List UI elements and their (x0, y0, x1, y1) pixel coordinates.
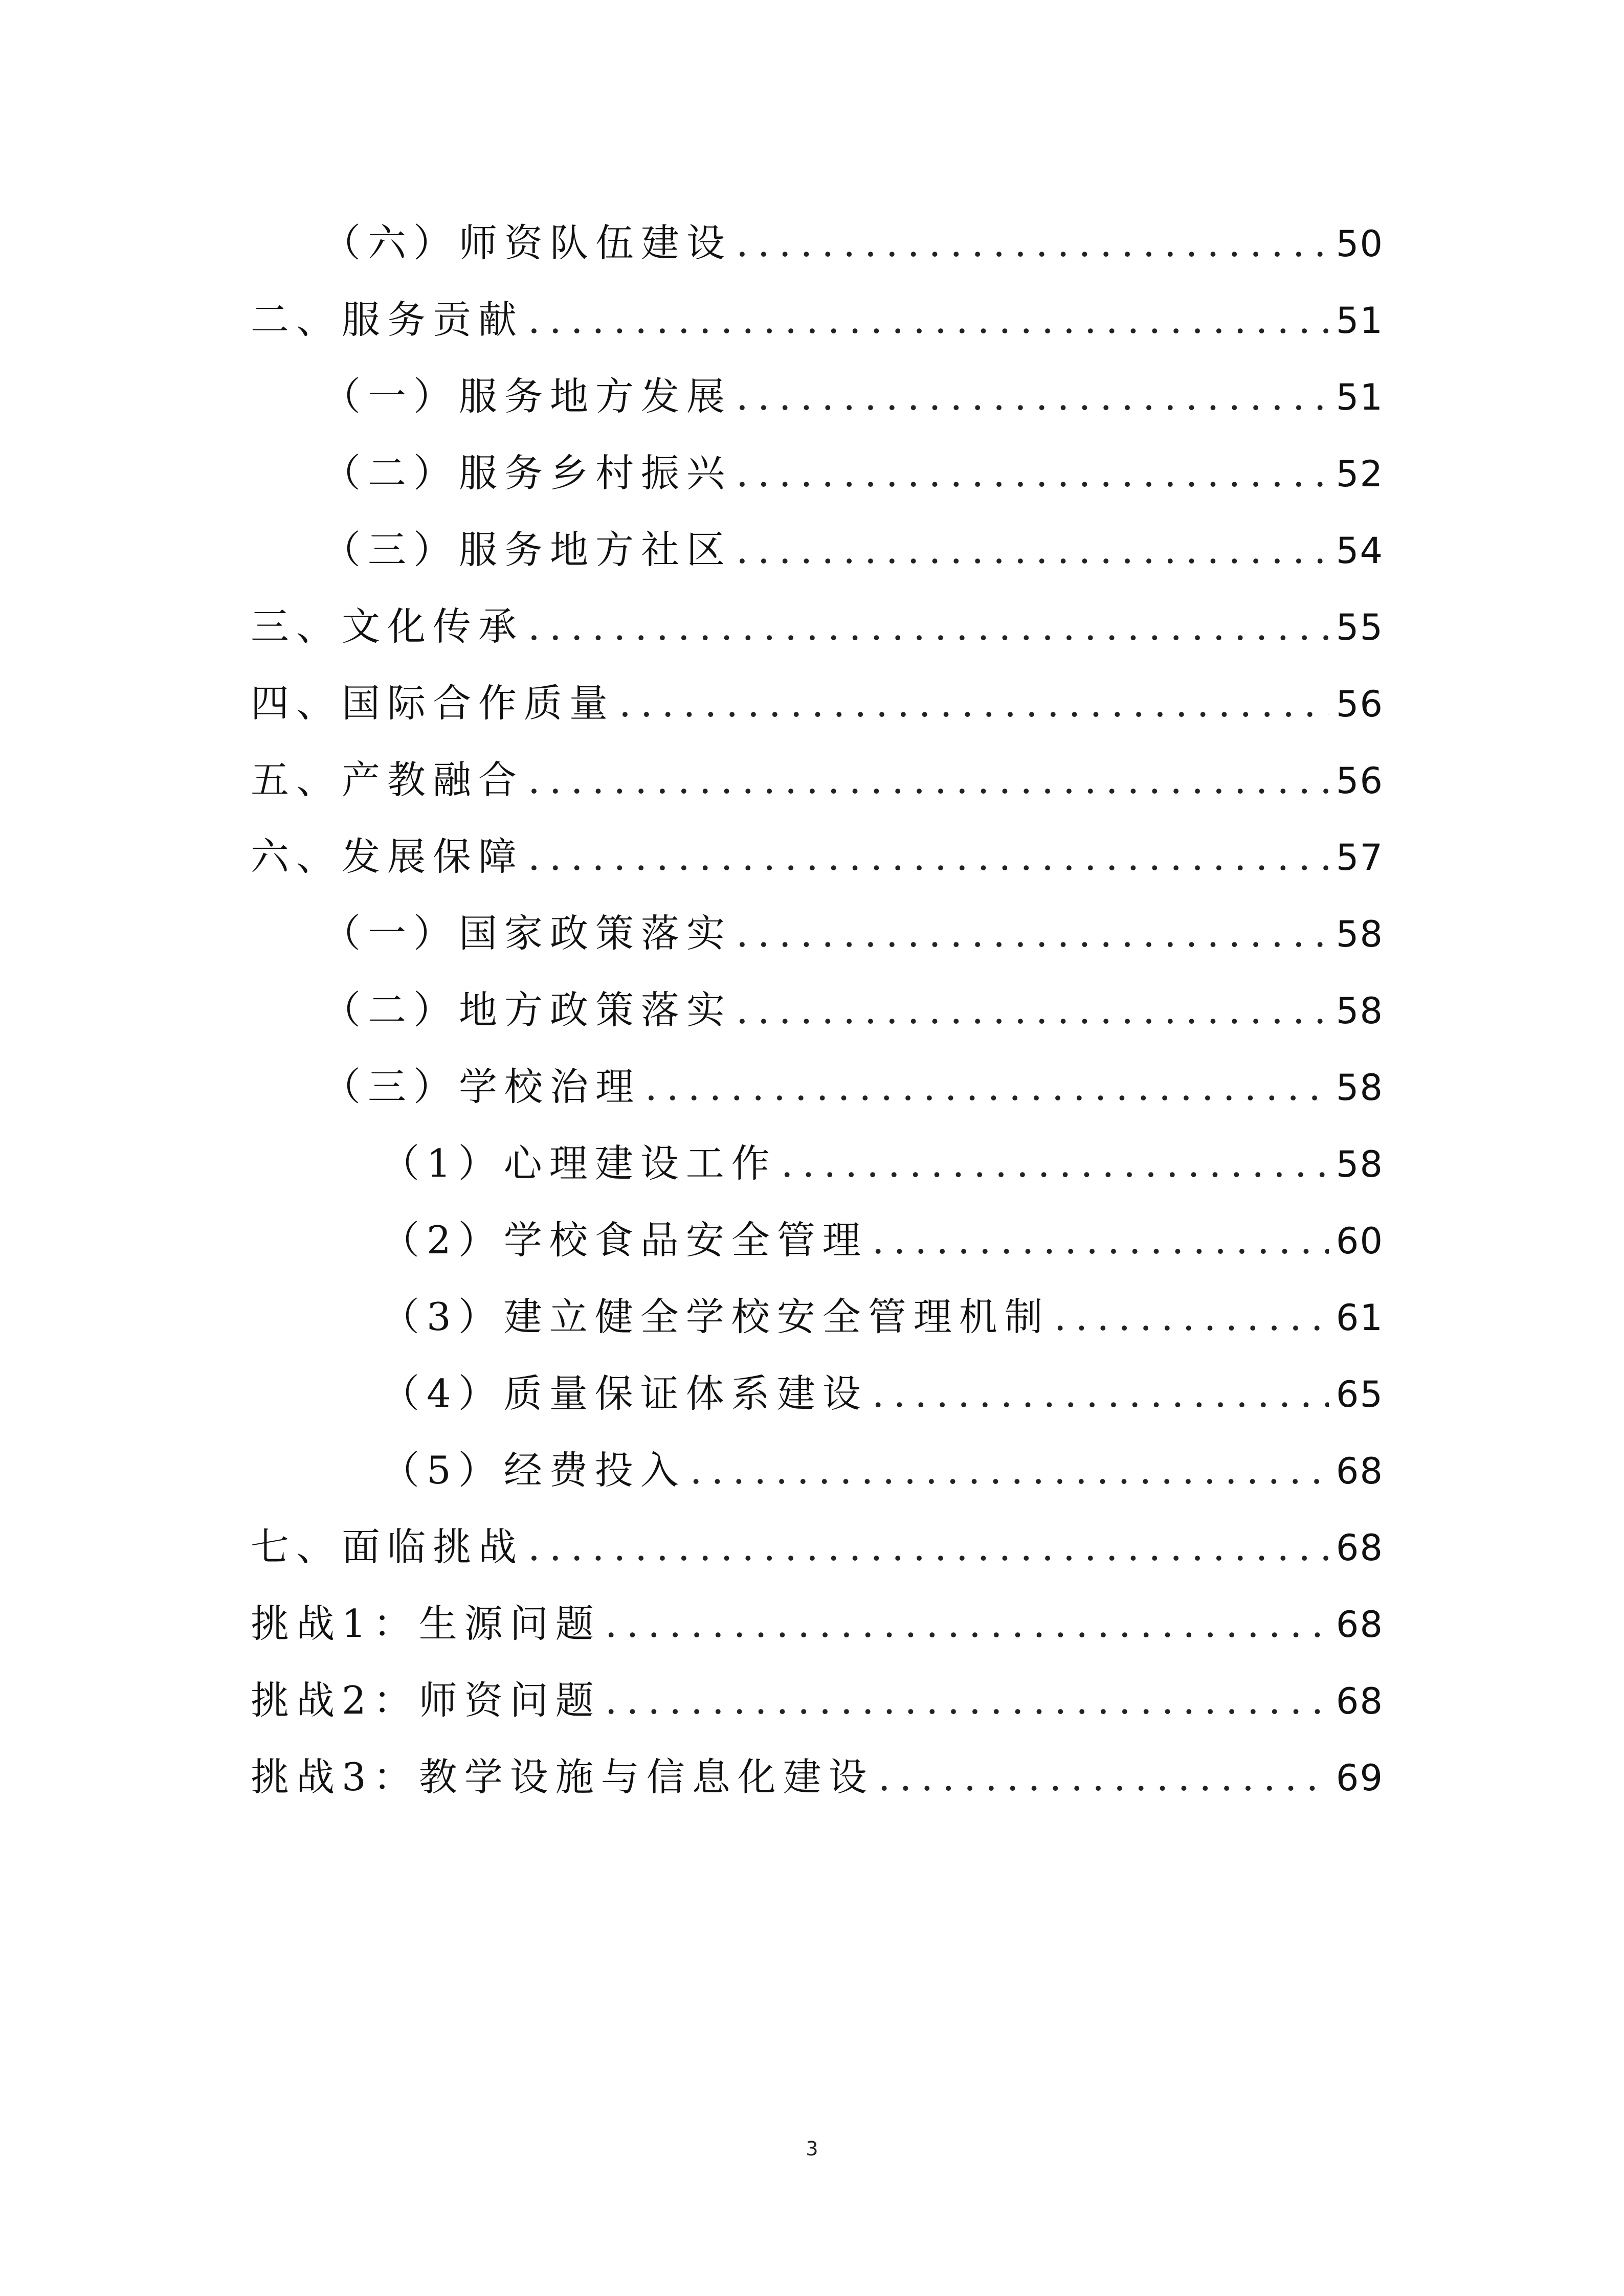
toc-entry-page: 68 (1336, 1450, 1384, 1492)
toc-entry-title: （2）学校食品安全管理 (381, 1218, 868, 1263)
toc-dot-leader (528, 1521, 1329, 1572)
toc-entry-page: 58 (1336, 913, 1384, 955)
toc-entry-title: 挑战2：师资问题 (251, 1678, 601, 1723)
toc-entry-title: （一）国家政策落实 (322, 911, 732, 956)
toc-entry-page: 58 (1336, 990, 1384, 1032)
toc-entry-title: （二）地方政策落实 (322, 987, 732, 1032)
toc-entry-title: （二）服务乡村振兴 (322, 451, 732, 496)
toc-entry[interactable] (251, 831, 1384, 882)
toc-dot-leader (528, 601, 1329, 652)
toc-entry[interactable] (381, 1138, 1384, 1189)
toc-dot-leader (645, 1061, 1329, 1112)
toc-entry[interactable] (381, 1214, 1384, 1266)
toc-entry-page: 51 (1336, 376, 1384, 418)
toc-entry[interactable] (251, 1675, 1384, 1726)
toc-dot-leader (619, 678, 1329, 729)
toc-dot-leader (736, 447, 1329, 499)
toc-entry-title: （1）心理建设工作 (381, 1141, 777, 1186)
toc-entry-title: 三、文化传承 (251, 604, 524, 649)
toc-entry-title: 七、面临挑战 (251, 1524, 524, 1569)
toc-dot-leader (781, 1138, 1329, 1189)
toc-entry-title: 二、服务贡献 (251, 297, 524, 342)
toc-entry-page: 55 (1336, 606, 1384, 648)
toc-entry[interactable] (322, 217, 1384, 268)
toc-entry-title: 挑战3：教学设施与信息化建设 (251, 1754, 874, 1799)
toc-dot-leader (736, 908, 1329, 959)
toc-entry[interactable] (251, 678, 1384, 729)
toc-entry-title: 四、国际合作质量 (251, 681, 615, 726)
toc-dot-leader (872, 1214, 1329, 1266)
toc-entry-page: 58 (1336, 1067, 1384, 1109)
toc-entry-page: 68 (1336, 1680, 1384, 1722)
toc-dot-leader (872, 1368, 1329, 1419)
toc-entry[interactable] (322, 524, 1384, 575)
toc-entry-page: 69 (1336, 1757, 1384, 1799)
toc-entry[interactable] (381, 1291, 1384, 1342)
toc-entry[interactable] (251, 1751, 1384, 1803)
toc-entry-title: （三）服务地方社区 (322, 527, 732, 572)
toc-entry-title: （一）服务地方发展 (322, 374, 732, 419)
toc-entry-page: 65 (1336, 1374, 1384, 1415)
toc-entry-title: （三）学校治理 (322, 1064, 641, 1109)
toc-entry-page: 56 (1336, 683, 1384, 725)
toc-entry[interactable] (381, 1445, 1384, 1496)
toc-entry-page: 57 (1336, 837, 1384, 879)
toc-entry-page: 60 (1336, 1220, 1384, 1262)
toc-entry[interactable] (322, 908, 1384, 959)
toc-entry[interactable] (322, 447, 1384, 499)
toc-entry[interactable] (251, 1521, 1384, 1572)
toc-entry-page: 56 (1336, 760, 1384, 802)
toc-entry-page: 50 (1336, 223, 1384, 265)
toc-dot-leader (736, 984, 1329, 1036)
toc-dot-leader (736, 217, 1329, 268)
toc-entry-page: 68 (1336, 1604, 1384, 1646)
toc-entry-title: （4）质量保证体系建设 (381, 1371, 868, 1416)
toc-entry-page: 61 (1336, 1297, 1384, 1339)
toc-entry-title: （5）经费投入 (381, 1448, 686, 1493)
toc-entry-title: 六、发展保障 (251, 834, 524, 879)
toc-entry[interactable] (251, 1598, 1384, 1649)
toc-entry-page: 68 (1336, 1527, 1384, 1569)
toc-dot-leader (736, 371, 1329, 422)
toc-dot-leader (528, 831, 1329, 882)
toc-entry[interactable] (251, 754, 1384, 805)
toc-dot-leader (736, 524, 1329, 575)
toc-entry-page: 52 (1336, 453, 1384, 495)
toc-entry-title: （3）建立健全学校安全管理机制 (381, 1294, 1050, 1339)
page-number: 3 (806, 2137, 818, 2160)
toc-dot-leader (878, 1751, 1329, 1803)
toc-entry-title: 五、产教融合 (251, 757, 524, 802)
toc-entry-page: 58 (1336, 1143, 1384, 1185)
toc-dot-leader (1054, 1291, 1329, 1342)
toc-dot-leader (690, 1445, 1329, 1496)
toc-entry-title: 挑战1：生源问题 (251, 1601, 601, 1646)
toc-entry[interactable] (381, 1368, 1384, 1419)
toc-dot-leader (528, 754, 1329, 805)
toc-entry-page: 54 (1336, 530, 1384, 572)
toc-entry[interactable] (322, 371, 1384, 422)
toc-entry[interactable] (322, 984, 1384, 1036)
toc-entry-page: 51 (1336, 300, 1384, 342)
toc-entry[interactable] (251, 294, 1384, 345)
toc-entry[interactable] (322, 1061, 1384, 1112)
toc-entry-title: （六）师资队伍建设 (322, 220, 732, 265)
toc-entry[interactable] (251, 601, 1384, 652)
toc-dot-leader (605, 1598, 1329, 1649)
toc-dot-leader (605, 1675, 1329, 1726)
toc-dot-leader (528, 294, 1329, 345)
